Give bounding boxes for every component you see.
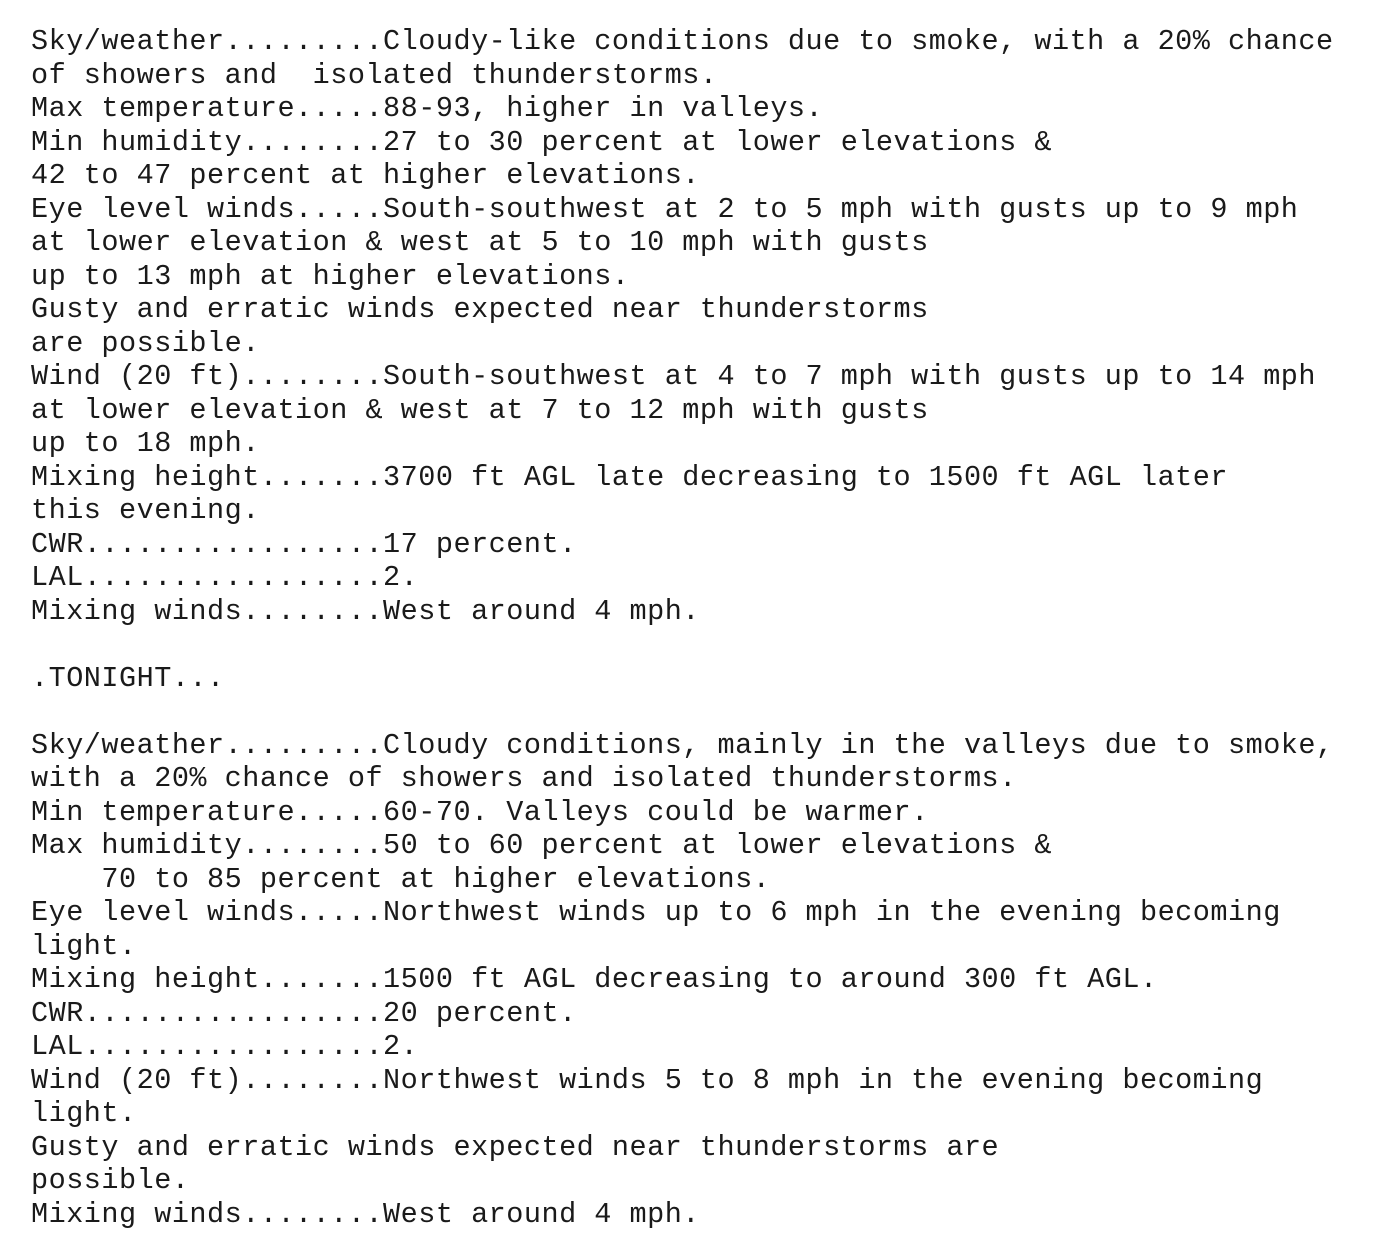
forecast-line: up to 13 mph at higher elevations.	[31, 259, 630, 293]
forecast-line: light.	[31, 929, 137, 963]
forecast-line: with a 20% chance of showers and isolated thunderstorms.	[31, 762, 1017, 795]
forecast-line: LAL.................2.	[31, 561, 419, 594]
forecast-line: Sky/weather.........Cloudy conditions, mainly in the valleys due to smoke,	[31, 728, 1334, 762]
blank-line	[31, 695, 1391, 729]
forecast-line: Mixing height.......3700 ft AGL late decreasing to 1500 ft AGL later	[31, 460, 1228, 494]
forecast-line: Gusty and erratic winds expected near thunderstorms	[31, 293, 929, 326]
forecast-line: Gusty and erratic winds expected near thunderstorms are	[31, 1130, 1000, 1164]
forecast-line: Max temperature.....88-93, higher in valleys.	[31, 92, 824, 125]
forecast-line: Mixing winds........West around 4 mph.	[31, 594, 700, 628]
forecast-line: CWR.................20 percent.	[31, 996, 577, 1030]
forecast-line: Eye level winds.....Northwest winds up to 6 mph in the evening becoming	[31, 896, 1281, 929]
forecast-line: this evening.	[31, 494, 260, 527]
forecast-line: up to 18 mph.	[31, 427, 260, 460]
forecast-line: Wind (20 ft)........South-southwest at 4 to 7 mph with gusts up to 14 mph	[31, 360, 1317, 393]
forecast-line: at lower elevation & west at 5 to 10 mph with gusts	[31, 226, 929, 259]
forecast-line: Max humidity........50 to 60 percent at lower elevations &	[31, 829, 1052, 862]
forecast-line: Sky/weather.........Cloudy-like conditions due to smoke, with a 20% chance	[31, 25, 1334, 58]
forecast-line: Mixing height.......1500 ft AGL decreasing to around 300 ft AGL.	[31, 963, 1158, 996]
forecast-line: 42 to 47 percent at higher elevations.	[31, 159, 700, 192]
forecast-line: Wind (20 ft)........Northwest winds 5 to 8 mph in the evening becoming	[31, 1063, 1264, 1097]
forecast-line: possible.	[31, 1164, 190, 1197]
forecast-line: of showers and isolated thunderstorms.	[31, 58, 718, 92]
forecast-line: CWR.................17 percent.	[31, 527, 577, 561]
forecast-line: Min temperature.....60-70. Valleys could be warmer.	[31, 795, 929, 829]
forecast-line: Min humidity........27 to 30 percent at lower elevations &	[31, 125, 1052, 159]
forecast-document	[31, 25, 1391, 1231]
forecast-line: 70 to 85 percent at higher elevations.	[31, 862, 771, 896]
forecast-line: light.	[31, 1097, 137, 1130]
forecast-line: are possible.	[31, 326, 260, 360]
forecast-line: Mixing winds........West around 4 mph.	[31, 1197, 700, 1231]
forecast-line: Eye level winds.....South-southwest at 2 to 5 mph with gusts up to 9 mph	[31, 192, 1299, 226]
forecast-line: .TONIGHT...	[31, 661, 225, 695]
forecast-line: at lower elevation & west at 7 to 12 mph with gusts	[31, 393, 929, 427]
forecast-line: LAL.................2.	[31, 1030, 419, 1063]
blank-line	[31, 628, 1391, 662]
